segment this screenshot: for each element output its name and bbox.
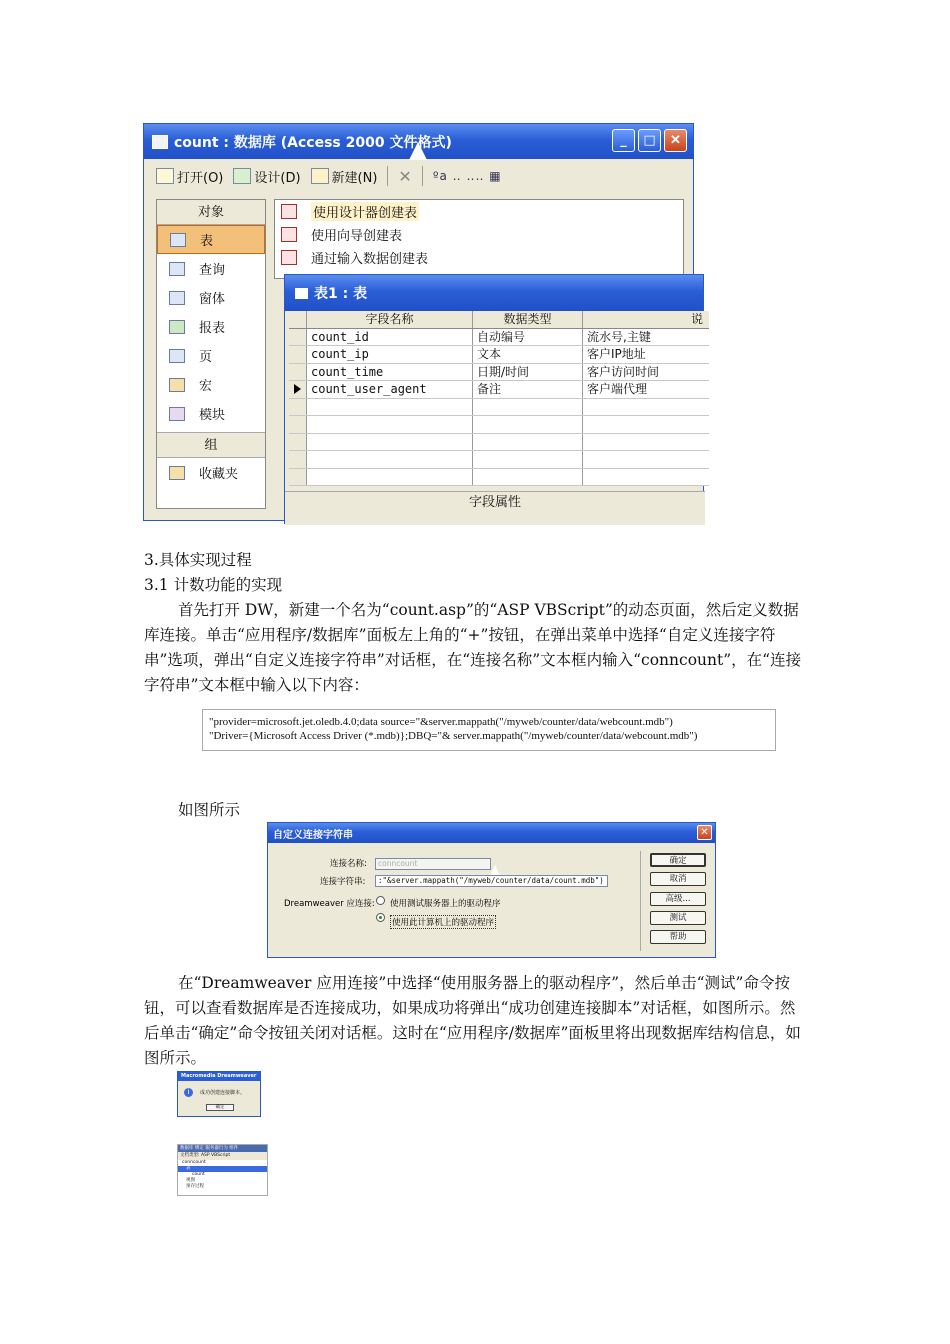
toolbar-separator <box>387 166 388 186</box>
table-row[interactable] <box>289 451 709 469</box>
grid-header-row <box>289 311 709 329</box>
object-item-tables[interactable]: 表 <box>157 225 265 254</box>
table-row[interactable] <box>289 434 709 452</box>
toolbar-separator <box>422 166 423 186</box>
new-button[interactable]: 新建(N) <box>311 167 378 186</box>
connection-name-input[interactable]: conncount <box>375 858 491 870</box>
design-icon <box>233 168 251 184</box>
create-options-list <box>274 199 684 279</box>
cancel-button[interactable]: 取消 <box>650 872 706 886</box>
macro-icon <box>169 378 185 392</box>
section-heading-3-1: 3.1 计数功能的实现 <box>144 576 283 594</box>
report-icon <box>169 320 185 334</box>
create-by-entering-data[interactable]: 通过输入数据创建表 <box>275 246 683 269</box>
tree-item[interactable]: conncount <box>182 1160 206 1165</box>
panel-tabs[interactable]: 数据库 绑定 服务器行为 组件 <box>178 1145 267 1152</box>
view-mode-icons[interactable]: ºa ‥ ‥‥ ▦ <box>432 169 502 183</box>
table-row[interactable] <box>289 399 709 417</box>
field-grid <box>289 311 709 486</box>
current-row-indicator-icon[interactable] <box>289 381 307 398</box>
table-row[interactable] <box>289 469 709 487</box>
table-icon <box>170 233 186 247</box>
mouse-cursor-icon <box>409 142 427 160</box>
success-dialog-thumbnail <box>177 1071 261 1117</box>
tree-item[interactable]: 预存过程 <box>186 1184 204 1189</box>
dialog-close-button[interactable]: ✕ <box>697 825 712 840</box>
objects-panel <box>156 199 266 509</box>
table-window-title: 表1 : 表 <box>314 286 368 302</box>
new-icon <box>311 168 329 184</box>
code-line-1: "provider=microsoft.jet.oledb.4.0;data source="&server.mappath("/myweb/counter/data/webcount.mdb") <box>209 716 673 728</box>
connection-string-code-box <box>202 709 776 751</box>
query-icon <box>169 262 185 276</box>
minimize-button[interactable]: _ <box>612 129 635 152</box>
favorites-folder-icon <box>169 466 185 480</box>
table-row[interactable]: count_id 自动编号 流水号,主键 <box>289 329 709 347</box>
database-panel-thumbnail <box>177 1144 268 1196</box>
table-row[interactable] <box>289 416 709 434</box>
connection-string-input[interactable]: :"&server.mappath("/myweb/counter/data/count.mdb") <box>375 875 608 887</box>
open-icon <box>156 168 174 184</box>
help-button[interactable]: 帮助 <box>650 930 706 944</box>
design-button[interactable]: 设计(D) <box>233 167 300 186</box>
database-icon <box>152 135 168 149</box>
figure-caption: 如图所示 <box>178 801 241 819</box>
table-row[interactable]: count_time 日期/时间 客户访问时间 <box>289 364 709 382</box>
radio-local-driver[interactable] <box>376 913 385 922</box>
page-icon <box>169 349 185 363</box>
access-toolbar <box>144 159 693 193</box>
table-icon <box>295 288 308 299</box>
radio-testing-server-driver[interactable] <box>376 896 385 905</box>
connection-name-label: 连接名称: <box>330 859 367 869</box>
success-dialog-title: Macromedia Dreamweaver <box>178 1072 260 1081</box>
column-header-description: 说 <box>690 312 703 326</box>
groups-header: 组 <box>157 432 265 458</box>
info-icon: i <box>184 1088 193 1097</box>
wizard-icon <box>281 204 297 219</box>
table-design-window <box>284 274 704 524</box>
panel-doc-type: 文档类型: ASP VBScript <box>178 1152 267 1160</box>
close-button[interactable]: ✕ <box>664 129 687 152</box>
object-item-favorites[interactable]: 收藏夹 <box>157 458 265 487</box>
success-message: 成功创建连接脚本。 <box>200 1090 246 1096</box>
object-item-reports[interactable]: 报表 <box>157 312 265 341</box>
wizard-icon <box>281 250 297 265</box>
objects-header: 对象 <box>157 200 265 225</box>
object-item-modules[interactable]: 模块 <box>157 399 265 428</box>
column-header-data-type: 数据类型 <box>473 311 583 328</box>
create-with-wizard[interactable]: 使用向导创建表 <box>275 223 683 246</box>
option-local-driver: 使用此计算机上的驱动程序 <box>390 915 496 929</box>
object-item-pages[interactable]: 页 <box>157 341 265 370</box>
test-button[interactable]: 测试 <box>650 911 706 925</box>
tree-item[interactable]: count <box>192 1172 205 1177</box>
table-row[interactable]: count_ip 文本 客户IP地址 <box>289 346 709 364</box>
create-with-designer[interactable]: 使用设计器创建表 <box>275 200 683 223</box>
ok-button[interactable]: 确定 <box>650 853 706 867</box>
option-testing-server-driver: 使用测试服务器上的驱动程序 <box>390 899 501 909</box>
tree-item[interactable]: 表 <box>178 1166 267 1172</box>
dreamweaver-connect-label: Dreamweaver 应连接: <box>284 899 375 909</box>
advanced-button[interactable]: 高级... <box>650 892 706 906</box>
module-icon <box>169 407 185 421</box>
tree-item[interactable]: 视图 <box>186 1178 195 1183</box>
wizard-icon <box>281 227 297 242</box>
table-window-title-bar <box>285 275 703 311</box>
object-item-queries[interactable]: 查询 <box>157 254 265 283</box>
field-properties-label: 字段属性 <box>285 491 705 525</box>
object-item-forms[interactable]: 窗体 <box>157 283 265 312</box>
paragraph-2: 在“Dreamweaver 应用连接”中选择“使用服务器上的驱动程序”，然后单击“测试”命令按钮，可以查看数据库是否连接成功，如果成功将弹出“成功创建连接脚本”对话框，如图所示。然后单击“确定”命令按钮关闭对话框。这时在“应用程序/数据库”面板里将出现数据库结构信息，如图所示。 <box>144 974 801 1067</box>
custom-connection-string-dialog <box>267 822 716 958</box>
section-heading-3: 3.具体实现过程 <box>144 551 252 569</box>
maximize-button[interactable]: □ <box>638 129 661 152</box>
open-button[interactable]: 打开(O) <box>156 167 223 186</box>
form-icon <box>169 291 185 305</box>
code-line-2: "Driver={Microsoft Access Driver (*.mdb)};DBQ="& server.mappath("/myweb/counter/data/webcount.mdb") <box>209 730 698 742</box>
access-database-window <box>143 123 703 521</box>
connection-string-label: 连接字符串: <box>320 877 366 887</box>
access-window-title: count : 数据库 (Access 2000 文件格式) <box>174 134 452 151</box>
table-row[interactable]: count_user_agent 备注 客户端代理 <box>289 381 709 399</box>
delete-icon[interactable]: ✕ <box>398 166 412 186</box>
paragraph-1: 首先打开 DW，新建一个名为“count.asp”的“ASP VBScript”的动态页面，然后定义数据库连接。单击“应用程序/数据库”面板左上角的“+”按钮，在弹出菜单中选择“自定义连接字符串”选项，弹出“自定义连接字符串”对话框，在“连接名称”文本框内输入“conncount”，在“连接字符串”文本框中输入以下内容： <box>144 601 802 694</box>
dialog-title: 自定义连接字符串 <box>268 823 715 843</box>
column-header-field-name: 字段名称 <box>307 311 473 328</box>
object-item-macros[interactable]: 宏 <box>157 370 265 399</box>
success-ok-button[interactable]: 确定 <box>206 1104 234 1111</box>
